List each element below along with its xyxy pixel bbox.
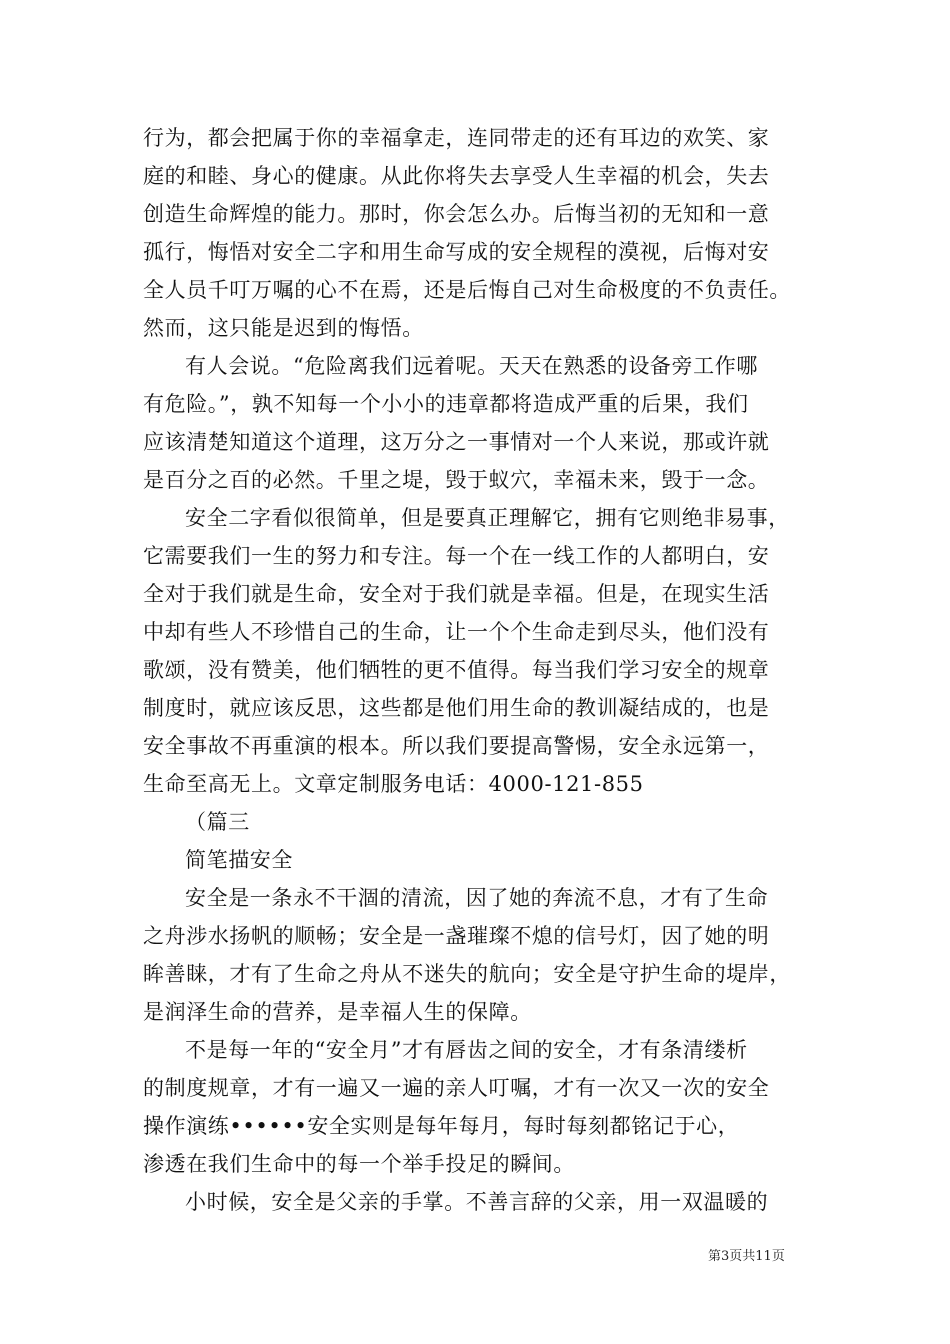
text-line: 应该清楚知道这个道理，这万分之一事情对一个人来说，那或许就	[143, 430, 770, 454]
text-line: 全人员千叮万嘱的心不在焉，还是后悔自己对生命极度的不负责任。	[143, 278, 791, 302]
page-number-footer: 第3页共11页	[708, 1249, 785, 1264]
text-line: 行为，都会把属于你的幸福拿走，连同带走的还有耳边的欢笑、家	[143, 126, 770, 150]
section-marker: （篇三	[185, 810, 250, 834]
paragraph-start-line: 不是每一年的“安全月”才有唇齿之间的安全，才有条清缕析	[185, 1038, 748, 1062]
text-line: 的制度规章，才有一遍又一遍的亲人叮嘱，才有一次又一次的安全	[143, 1076, 770, 1100]
text-line: 庭的和睦、身心的健康。从此你将失去享受人生幸福的机会，失去	[143, 164, 770, 188]
text-line: 全对于我们就是生命，安全对于我们就是幸福。但是，在现实生活	[143, 582, 770, 606]
text-line: 歌颂，没有赞美，他们牺牲的更不值得。每当我们学习安全的规章	[143, 658, 770, 682]
section-title: 简笔描安全	[185, 848, 293, 872]
text-line: 安全事故不再重演的根本。所以我们要提高警惕，安全永远第一，	[143, 734, 770, 758]
paragraph-start-line: 安全二字看似很简单，但是要真正理解它，拥有它则绝非易事，	[185, 506, 790, 530]
text-line: 是百分之百的必然。千里之堤，毁于蚁穴，幸福未来，毁于一念。	[143, 468, 770, 492]
text-line: 中却有些人不珍惜自己的生命，让一个个生命走到尽头，他们没有	[143, 620, 770, 644]
text-line: 它需要我们一生的努力和专注。每一个在一线工作的人都明白，安	[143, 544, 770, 568]
text-line: 然而，这只能是迟到的悔悟。	[143, 316, 424, 340]
text-line: 渗透在我们生命中的每一个举手投足的瞬间。	[143, 1152, 575, 1176]
paragraph-start-line: 有人会说。“危险离我们远着呢。天天在熟悉的设备旁工作哪	[185, 354, 758, 378]
paragraph-start-line: 安全是一条永不干涸的清流，因了她的奔流不息，才有了生命	[185, 886, 769, 910]
text-line: 制度时，就应该反思，这些都是他们用生命的教训凝结成的，也是	[143, 696, 770, 720]
text-line: 之舟涉水扬帆的顺畅；安全是一盏璀璨不熄的信号灯，因了她的明	[143, 924, 770, 948]
text-line: 创造生命辉煌的能力。那时，你会怎么办。后悔当初的无知和一意	[143, 202, 770, 226]
text-line: 是润泽生命的营养，是幸福人生的保障。	[143, 1000, 532, 1024]
text-line: 眸善睐，才有了生命之舟从不迷失的航向；安全是守护生命的堤岸，	[143, 962, 791, 986]
text-line: 孤行，悔悟对安全二字和用生命写成的安全规程的漠视，后悔对安	[143, 240, 770, 264]
text-line: 操作演练••••••安全实则是每年每月，每时每刻都铭记于心，	[143, 1114, 740, 1138]
paragraph-start-line: 小时候，安全是父亲的手掌。不善言辞的父亲，用一双温暖的	[185, 1190, 769, 1214]
text-line: 有危险。”，孰不知每一个小小的违章都将造成严重的后果，我们	[143, 392, 749, 416]
text-line: 生命至高无上。文章定制服务电话：4000-121-855	[143, 772, 644, 796]
